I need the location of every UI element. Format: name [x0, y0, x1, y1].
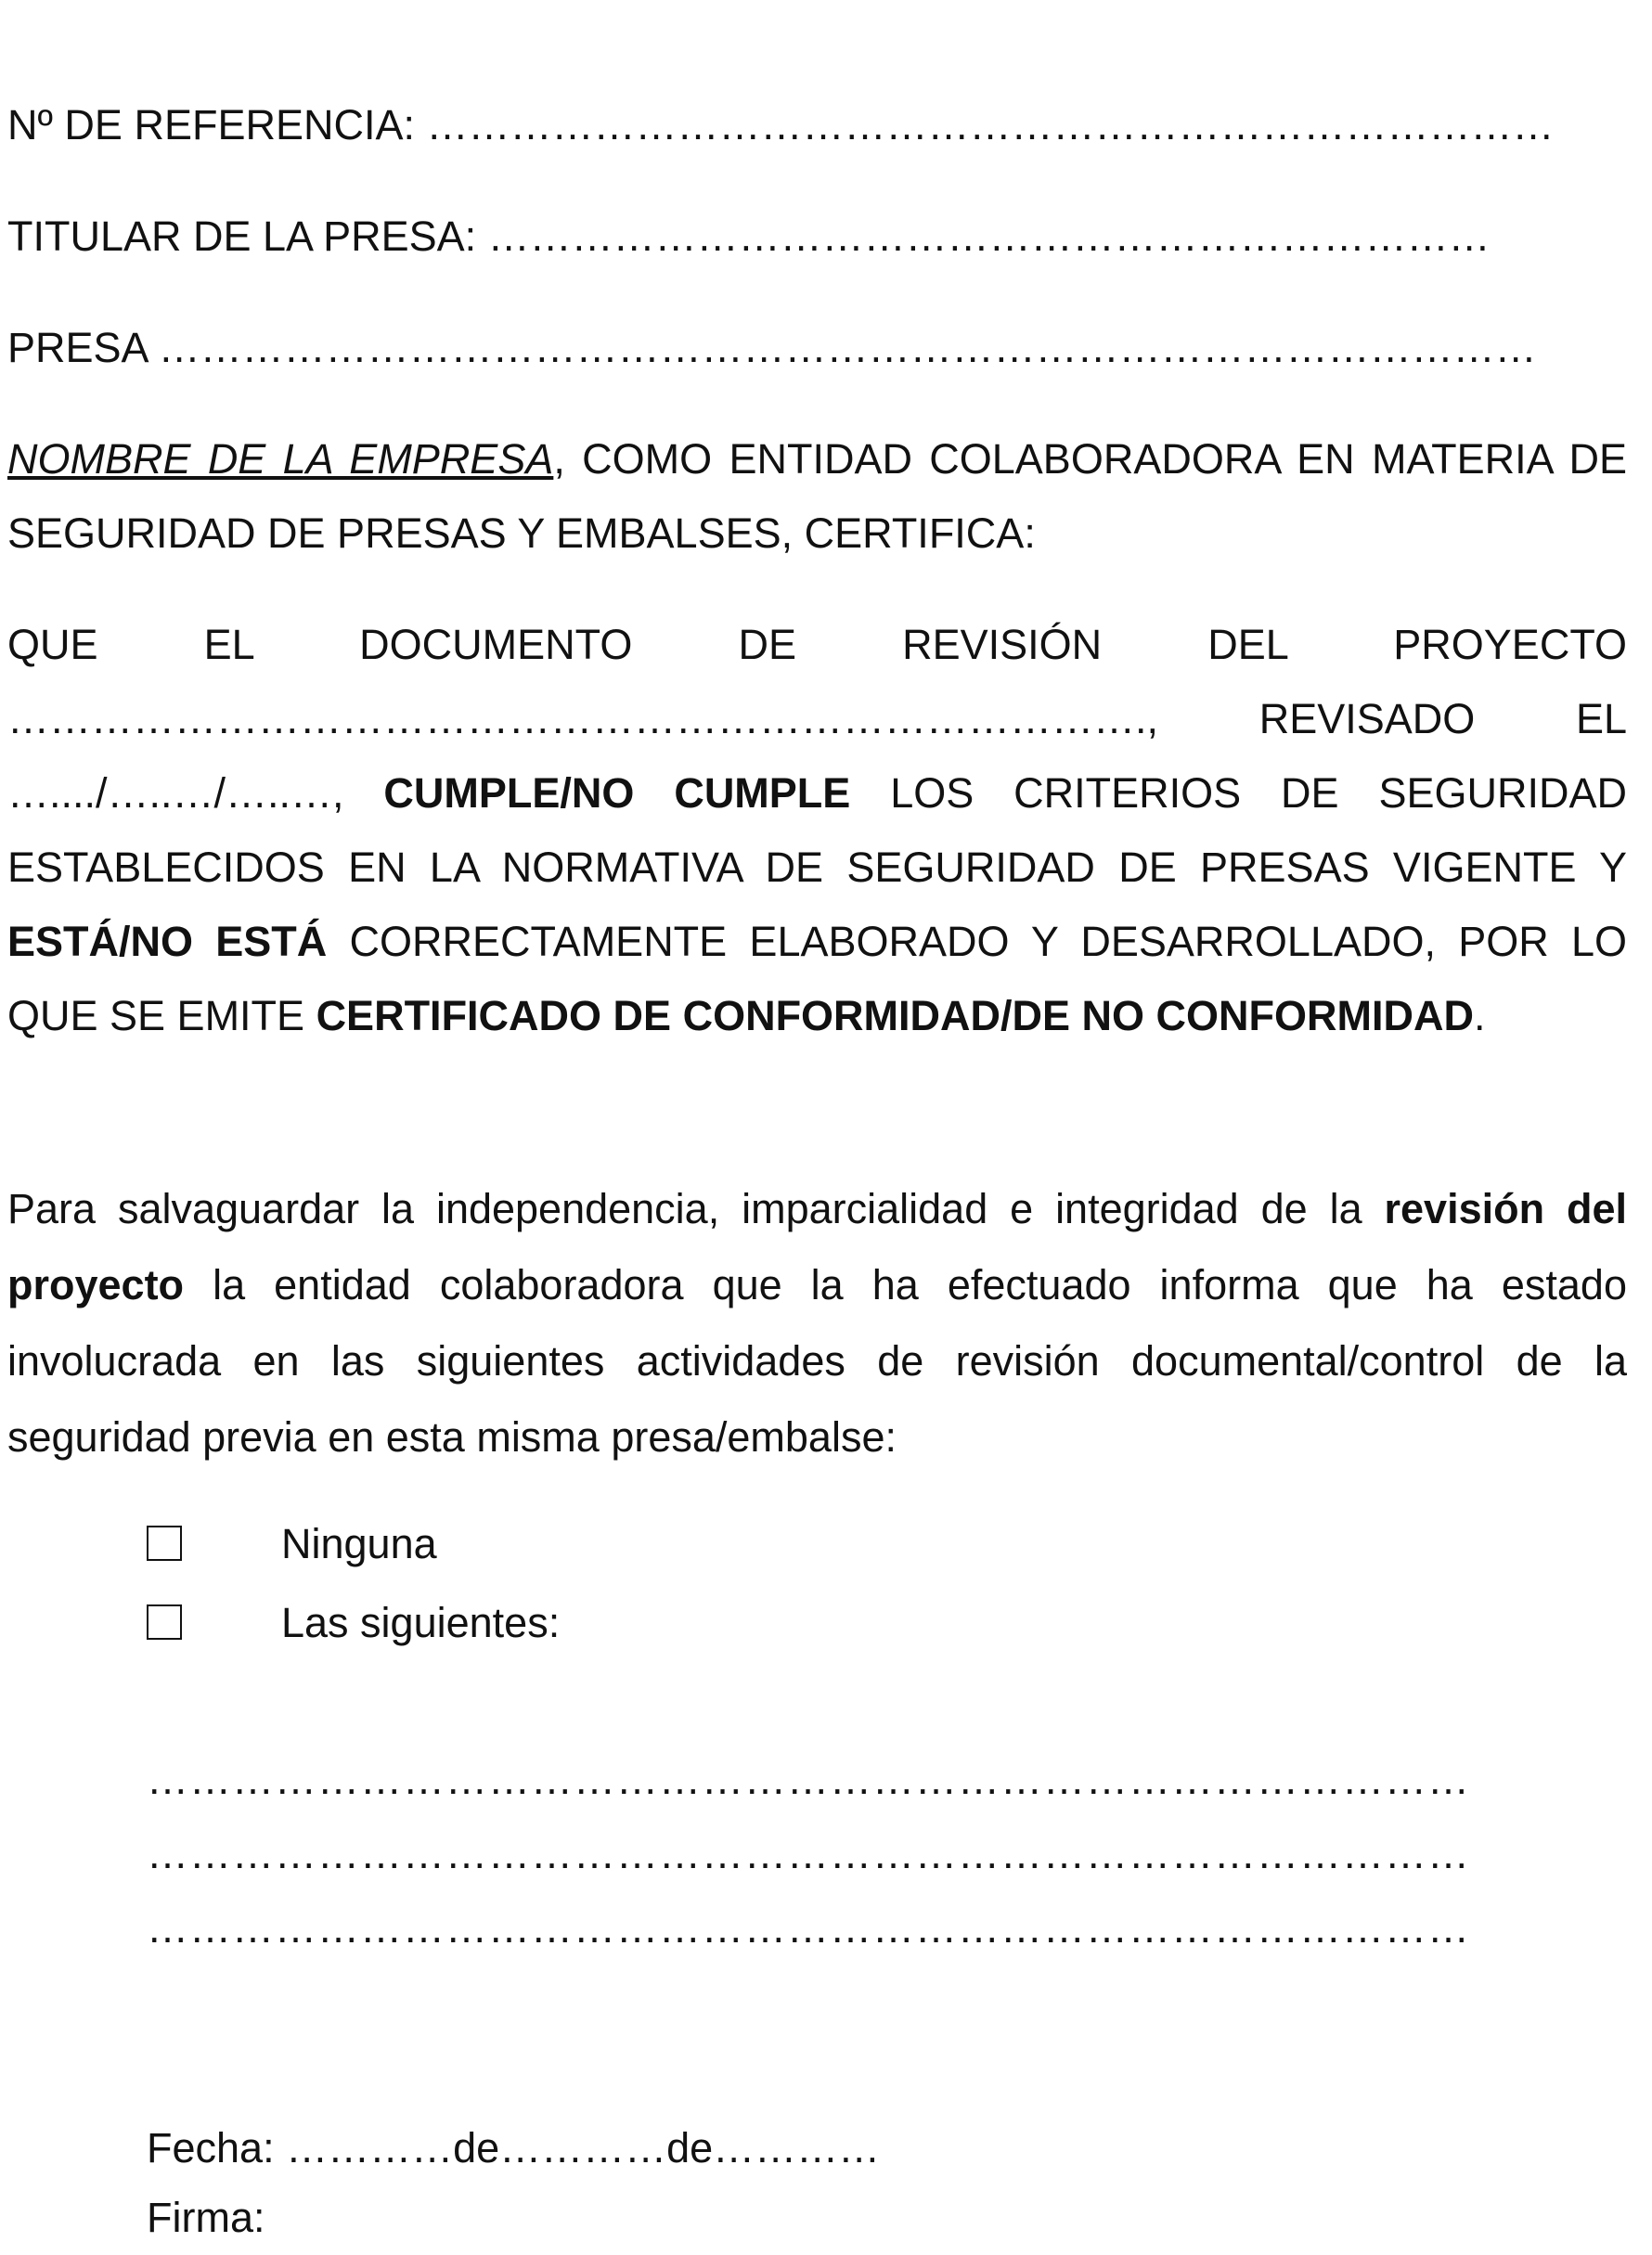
independence-text-1: Para salvaguardar la independencia, imparcialidad e integridad de la — [7, 1185, 1385, 1232]
independence-text-2: la entidad colaboradora que la ha efectuado informa que ha estado involucrada en las siguientes actividades de revisión documental/control de la seguridad previa en esta misma presa/embalse: — [7, 1261, 1627, 1461]
cumple-choice: CUMPLE/NO CUMPLE — [383, 769, 851, 817]
reference-number-field[interactable]: Nº DE REFERENCIA: ……………………………………………………………………… — [7, 101, 1555, 148]
esta-choice: ESTÁ/NO ESTÁ — [7, 918, 328, 965]
entity-paragraph-text: , COMO ENTIDAD COLABORADORA EN MATERIA DE SEGURIDAD DE PRESAS Y EMBALSES, CERTIFICA: — [7, 435, 1627, 557]
certification-text-1: QUE EL DOCUMENTO DE REVISIÓN DEL PROYECTO ………………………………………………………………………., REVISADO EL …..../…..…/…..…, — [7, 621, 1627, 817]
independence-paragraph — [7, 1171, 1627, 1475]
option-las-siguientes[interactable] — [147, 1587, 561, 1659]
certification-paragraph — [7, 608, 1627, 1053]
independence-bold: revisión del proyecto — [7, 1185, 1627, 1308]
certificado-choice: CERTIFICADO DE CONFORMIDAD/DE NO CONFORMIDAD — [316, 992, 1475, 1039]
activity-line-1[interactable]: ………………………………………………………………………………… — [147, 1756, 1470, 1803]
certification-end: . — [1474, 992, 1486, 1039]
option-las-siguientes-label: Las siguientes: — [281, 1599, 561, 1646]
checkbox-ninguna[interactable] — [147, 1526, 182, 1561]
company-name[interactable]: NOMBRE DE LA EMPRESA — [7, 435, 554, 483]
certification-text-3: CORRECTAMENTE ELABORADO Y DESARROLLADO, POR LO QUE SE EMITE — [7, 918, 1627, 1039]
option-ninguna-label: Ninguna — [281, 1520, 437, 1567]
checkbox-las-siguientes[interactable] — [147, 1604, 182, 1640]
dam-field[interactable]: PRESA ……………………………………………………………………………………… — [7, 324, 1537, 371]
option-ninguna[interactable] — [147, 1508, 437, 1580]
date-field[interactable]: Fecha: …………de…………de………… — [147, 2124, 881, 2171]
activity-line-2[interactable]: ………………………………………………………………………………… — [147, 1830, 1470, 1877]
dam-owner-field[interactable]: TITULAR DE LA PRESA: ……………………………………………………………… — [7, 213, 1491, 260]
entity-paragraph — [7, 422, 1627, 571]
activity-line-3[interactable]: ………………………………………………………………………………… — [147, 1904, 1470, 1952]
signature-label: Firma: — [147, 2194, 265, 2241]
certification-text-2: LOS CRITERIOS DE SEGURIDAD ESTABLECIDOS EN LA NORMATIVA DE SEGURIDAD DE PRESAS VIGENTE Y — [7, 769, 1627, 891]
